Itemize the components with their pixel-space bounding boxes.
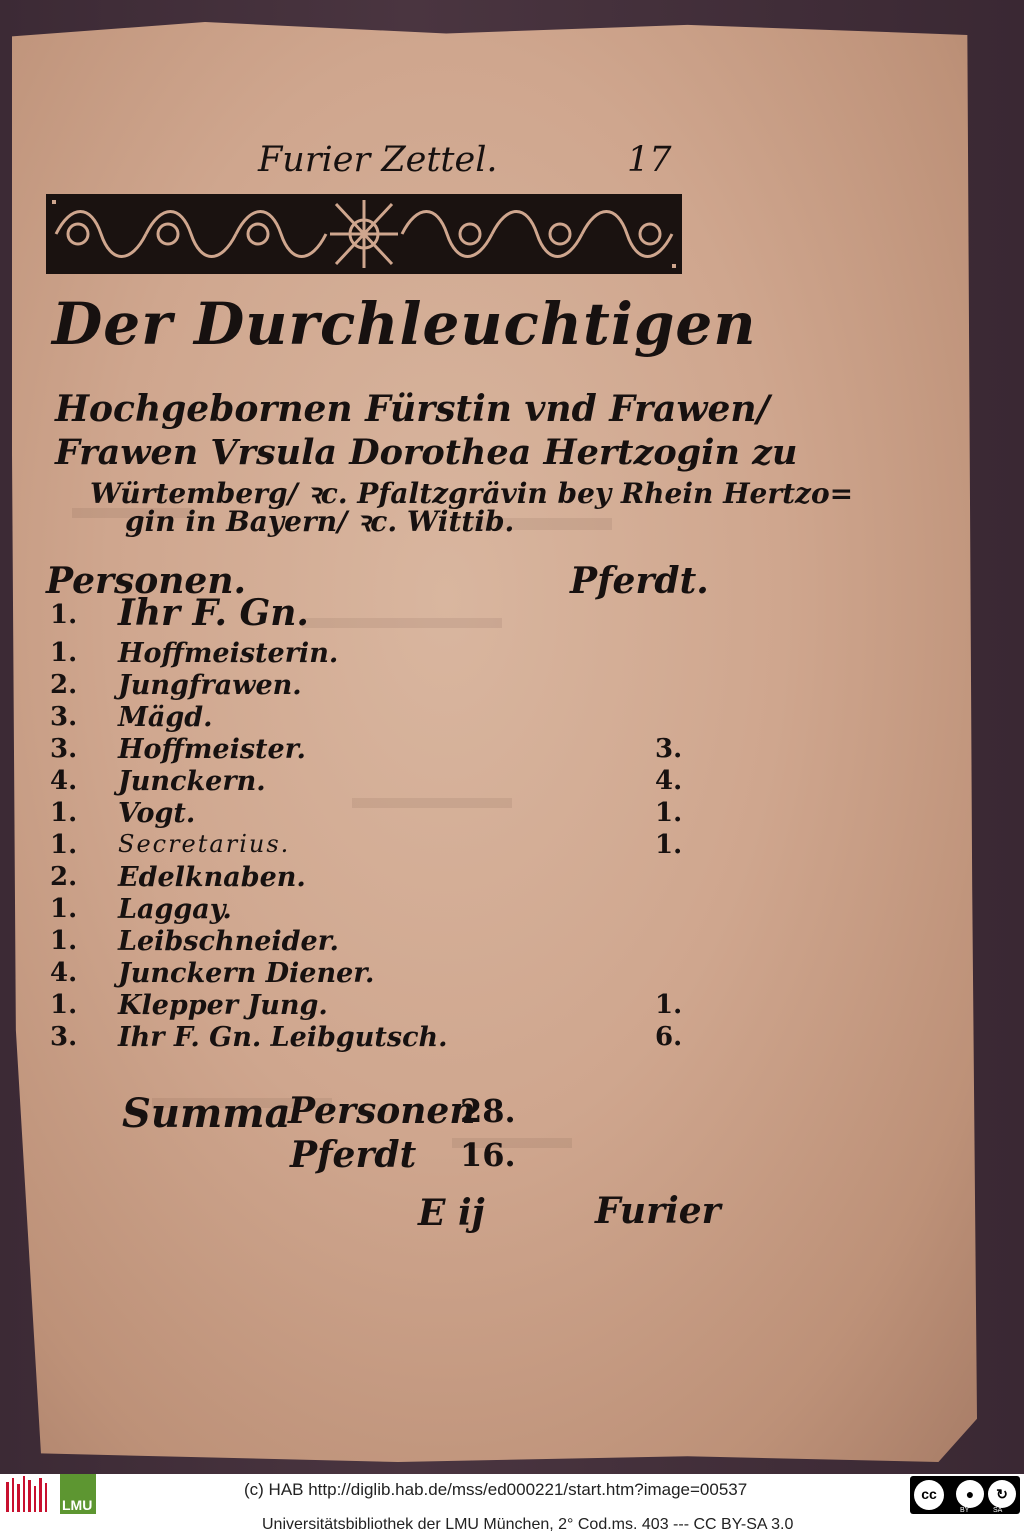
entry-persons: 1. bbox=[50, 638, 78, 668]
by-label: BY bbox=[960, 1507, 970, 1514]
column-header-persons: Personen. bbox=[46, 560, 247, 602]
library-barcode-logo-icon bbox=[4, 1474, 52, 1514]
title-main: Der Durchleuchtigen bbox=[52, 290, 757, 358]
entry-persons: 4. bbox=[50, 958, 78, 988]
entry-persons: 2. bbox=[50, 670, 78, 700]
entry-horses: 4. bbox=[655, 766, 683, 796]
entry-label: Klepper Jung. bbox=[118, 990, 328, 1021]
entry-label: Hoffmeister. bbox=[118, 734, 306, 765]
entry-persons: 1. bbox=[50, 798, 78, 828]
entry-horses: 1. bbox=[655, 798, 683, 828]
entry-label: Ihr F. Gn. bbox=[118, 592, 309, 634]
entry-persons: 1. bbox=[50, 600, 78, 630]
column-header-horses: Pferdt. bbox=[570, 560, 709, 602]
entry-persons: 1. bbox=[50, 894, 78, 924]
attribution-icon: ● bbox=[956, 1480, 984, 1508]
entry-label: Leibschneider. bbox=[118, 926, 339, 957]
entry-label: Mägd. bbox=[118, 702, 213, 733]
ornament-band bbox=[46, 194, 682, 274]
list-item bbox=[0, 592, 1024, 634]
entry-label: Jungfrawen. bbox=[118, 670, 302, 701]
entry-label: Edelknaben. bbox=[118, 862, 306, 893]
entry-label: Vogt. bbox=[118, 798, 196, 829]
entry-persons: 1. bbox=[50, 830, 78, 860]
copyright-link[interactable]: (c) HAB http://diglib.hab.de/mss/ed000221/start.htm?image=00537 bbox=[244, 1480, 748, 1499]
entry-horses: 1. bbox=[655, 990, 683, 1020]
list-item bbox=[0, 926, 1024, 956]
page-number: 17 bbox=[627, 140, 672, 180]
title-line-3: Würtemberg/ ꝛc. Pfaltzgrävin bey Rhein Hertzo= bbox=[90, 477, 854, 510]
list-item bbox=[0, 638, 1024, 668]
running-title: Furier Zettel. bbox=[258, 140, 498, 180]
entry-label: Secretarius. bbox=[118, 830, 291, 858]
summary-horses-value: 16. bbox=[460, 1136, 516, 1174]
list-item bbox=[0, 990, 1024, 1020]
source-line: Universitätsbibliothek der LMU München, 2° Cod.ms. 403 --- CC BY-SA 3.0 bbox=[262, 1516, 794, 1533]
list-item bbox=[0, 862, 1024, 892]
title-line-1: Hochgebornen Fürstin vnd Frawen/ bbox=[55, 388, 770, 430]
entry-persons: 1. bbox=[50, 926, 78, 956]
entry-persons: 3. bbox=[50, 734, 78, 764]
share-alike-icon: ↻ bbox=[988, 1480, 1016, 1508]
list-item bbox=[0, 766, 1024, 796]
entry-label: Ihr F. Gn. Leibgutsch. bbox=[118, 1022, 448, 1053]
entry-horses: 6. bbox=[655, 1022, 683, 1052]
list-item bbox=[0, 798, 1024, 828]
signature-mark: E ij bbox=[418, 1192, 485, 1234]
entry-label: Junckern. bbox=[118, 766, 266, 797]
entry-persons: 3. bbox=[50, 1022, 78, 1052]
list-item bbox=[0, 894, 1024, 924]
entry-label: Junckern Diener. bbox=[118, 958, 375, 989]
cc-license-badge[interactable] bbox=[910, 1476, 1020, 1514]
entry-persons: 1. bbox=[50, 990, 78, 1020]
summary-word: Summa bbox=[122, 1090, 291, 1137]
entry-label: Hoffmeisterin. bbox=[118, 638, 339, 669]
title-line-2: Frawen Vrsula Dorothea Hertzogin zu bbox=[55, 432, 798, 473]
list-item bbox=[0, 734, 1024, 764]
lmu-logo-text: LMU bbox=[62, 1497, 93, 1513]
entry-persons: 3. bbox=[50, 702, 78, 732]
entry-persons: 2. bbox=[50, 862, 78, 892]
catchword: Furier bbox=[595, 1190, 721, 1232]
entry-label: Laggay. bbox=[118, 894, 232, 925]
entry-horses: 3. bbox=[655, 734, 683, 764]
title-line-4: gin in Bayern/ ꝛc. Wittib. bbox=[125, 505, 515, 538]
list-item bbox=[0, 702, 1024, 732]
list-item bbox=[0, 670, 1024, 700]
summary-horses-label: Pferdt bbox=[290, 1134, 417, 1176]
list-item bbox=[0, 958, 1024, 988]
summary-persons-value: 28. bbox=[460, 1092, 516, 1130]
cc-icon: cc bbox=[914, 1480, 944, 1510]
summary-persons-label: Personen bbox=[288, 1090, 476, 1132]
list-item bbox=[0, 1022, 1024, 1052]
lmu-logo bbox=[60, 1474, 96, 1514]
entry-persons: 4. bbox=[50, 766, 78, 796]
entry-horses: 1. bbox=[655, 830, 683, 860]
list-item bbox=[0, 830, 1024, 860]
sa-label: SA bbox=[993, 1507, 1003, 1514]
